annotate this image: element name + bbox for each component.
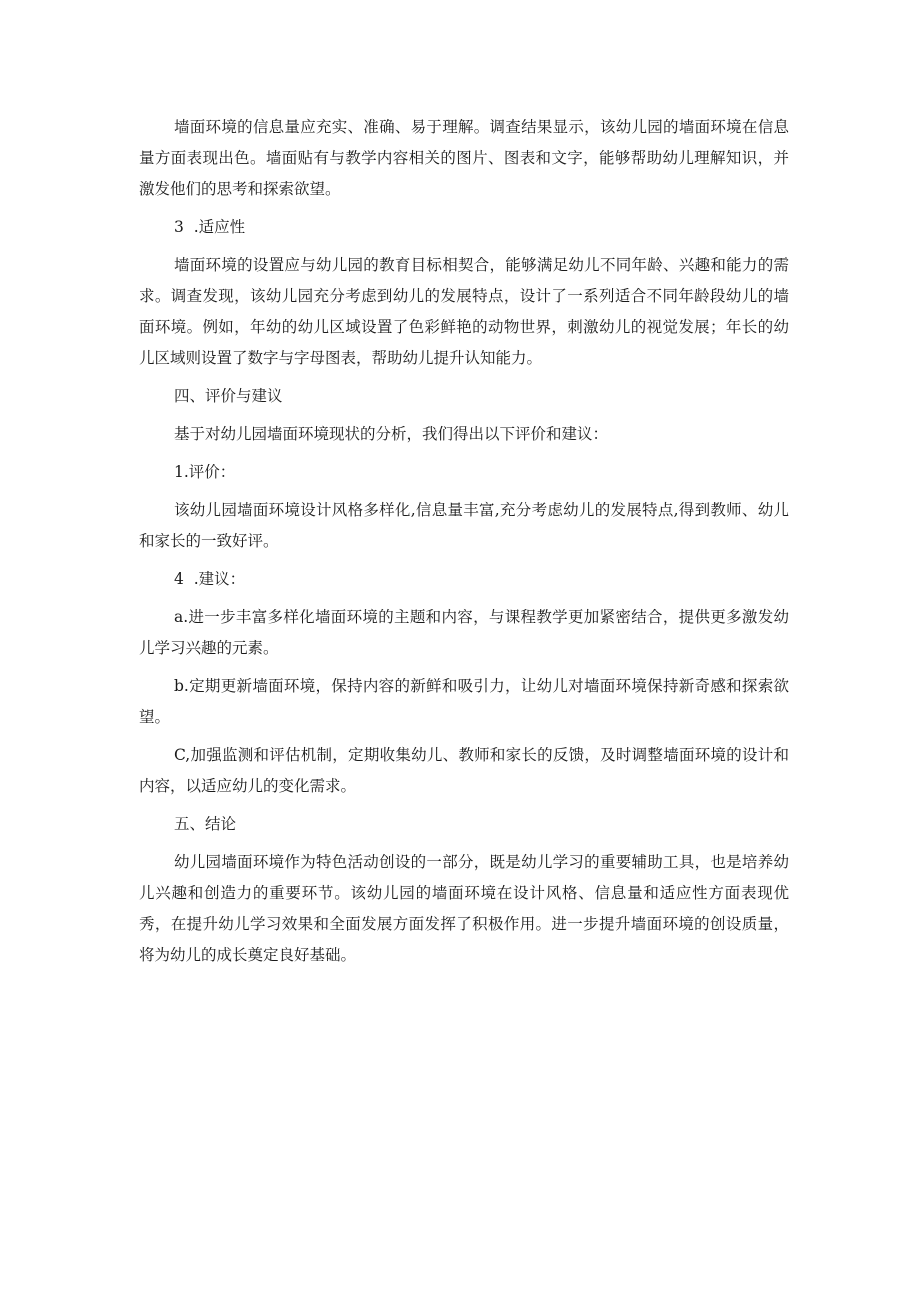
paragraph-evaluation: 该幼儿园墙面环境设计风格多样化,信息量丰富,充分考虑幼儿的发展特点,得到教师、幼儿和家长的一致好评。: [139, 501, 789, 550]
paragraph-evaluation-intro: 基于对幼儿园墙面环境现状的分析，我们得出以下评价和建议：: [174, 425, 609, 443]
suggestion-item-b: b.定期更新墙面环境，保持内容的新鲜和吸引力，让幼儿对墙面环境保持新奇感和探索欲望。: [139, 677, 789, 726]
paragraph-information-quantity: 墙面环境的信息量应充实、准确、易于理解。调查结果显示，该幼儿园的墙面环境在信息量方面表现出色。墙面贴有与教学内容相关的图片、图表和文字，能够帮助幼儿理解知识，并激发他们的思考和探索欲望。: [139, 118, 789, 198]
paragraph-adaptability: 墙面环境的设置应与幼儿园的教育目标相契合，能够满足幼儿不同年龄、兴趣和能力的需求。调查发现，该幼儿园充分考虑到幼儿的发展特点，设计了一系列适合不同年龄段幼儿的墙面环境。例如，年幼的幼儿区域设置了色彩鲜艳的动物世界，刺激幼儿的视觉发展；年长的幼儿区域则设置了数字与字母图表，帮助幼儿提升认知能力。: [139, 256, 789, 367]
section-heading-adaptability: 3 .适应性: [174, 218, 246, 236]
suggestion-item-a: a.进一步丰富多样化墙面环境的主题和内容，与课程教学更加紧密结合，提供更多激发幼儿学习兴趣的元素。: [139, 608, 789, 657]
paragraph-conclusion: 幼儿园墙面环境作为特色活动创设的一部分，既是幼儿学习的重要辅助工具，也是培养幼儿兴趣和创造力的重要环节。该幼儿园的墙面环境在设计风格、信息量和适应性方面表现优秀，在提升幼儿学习效果和全面发展方面发挥了积极作用。进一步提升墙面环境的创设质量，将为幼儿的成长奠定良好基础。: [139, 853, 789, 964]
suggestion-item-c: C,加强监测和评估机制，定期收集幼儿、教师和家长的反馈，及时调整墙面环境的设计和内容，以适应幼儿的变化需求。: [139, 746, 789, 795]
document-body: [139, 112, 789, 978]
section-heading-conclusion: 五、结论: [174, 815, 237, 833]
section-heading-evaluation-suggestions: 四、评价与建议: [174, 387, 283, 405]
subheading-evaluation: 1.评价：: [174, 463, 236, 481]
subheading-suggestions: 4 .建议：: [174, 570, 246, 588]
